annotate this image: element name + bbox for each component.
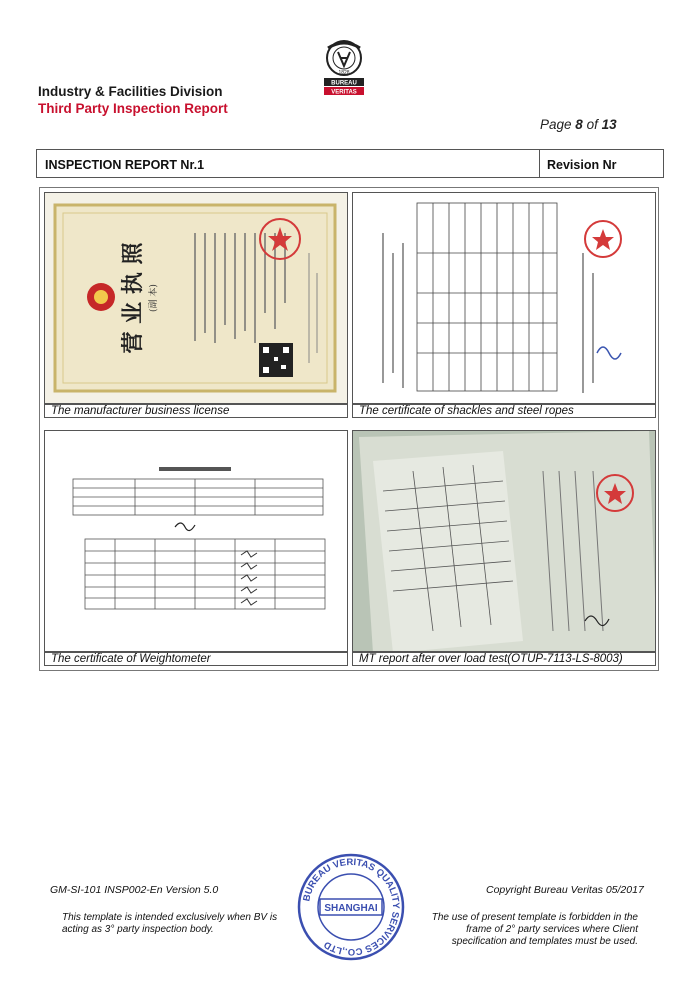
- inspection-report-number: INSPECTION REPORT Nr.1: [45, 158, 205, 172]
- revision-number-label: Revision Nr: [547, 158, 617, 172]
- svg-text:BUREAU: BUREAU: [331, 80, 357, 87]
- report-header-box: [36, 149, 664, 178]
- page-prefix: Page: [540, 117, 572, 132]
- copyright-notice: Copyright Bureau Veritas 05/2017: [486, 884, 644, 896]
- photo-caption: MT report after over load test(OTUP-7113-LS-8003): [359, 653, 623, 665]
- caption-box-3: [44, 652, 348, 666]
- photo-caption: The certificate of Weightometer: [51, 653, 211, 665]
- bv-usage-note: This template is intended exclusively when BV is acting as 3° party inspection body.: [62, 912, 278, 935]
- license-title: 营 业 执 照: [120, 242, 146, 354]
- bureau-veritas-logo: [318, 38, 370, 100]
- license-subtitle: (副 本): [149, 284, 159, 312]
- page-current: 8: [575, 117, 583, 132]
- bureau-veritas-shanghai-stamp: [296, 852, 406, 962]
- photo-caption: The manufacturer business license: [51, 405, 230, 417]
- photo-caption: The certificate of shackles and steel ropes: [359, 405, 574, 417]
- header-divider: [539, 150, 540, 177]
- weightometer-certificate-photo: [44, 430, 348, 652]
- caption-box-2: [352, 404, 656, 418]
- division-name: Industry & Facilities Division: [38, 84, 223, 99]
- business-license-photo: [44, 192, 348, 404]
- shackle-certificate-photo: [352, 192, 656, 404]
- template-restriction-note: The use of present template is forbidden in the frame of 2° party services where Client specification and templates must be used.: [431, 912, 638, 947]
- photo-grid: [39, 187, 659, 671]
- page-total: 13: [601, 117, 617, 132]
- template-code: GM-SI-101 INSP002-En Version 5.0: [50, 884, 219, 896]
- svg-text:1828: 1828: [338, 70, 350, 76]
- stamp-center-text: SHANGHAI: [324, 903, 378, 914]
- caption-box-4: [352, 652, 656, 666]
- stamp-ring-text: BUREAU VERITAS QUALITY SERVICES CO.,LTD: [301, 856, 402, 958]
- caption-box-1: [44, 404, 348, 418]
- svg-text:VERITAS: VERITAS: [331, 89, 357, 96]
- mt-report-photo: [352, 430, 656, 652]
- report-type-title: Third Party Inspection Report: [38, 101, 228, 116]
- page-of: of: [586, 117, 598, 132]
- page-indicator: [540, 117, 617, 132]
